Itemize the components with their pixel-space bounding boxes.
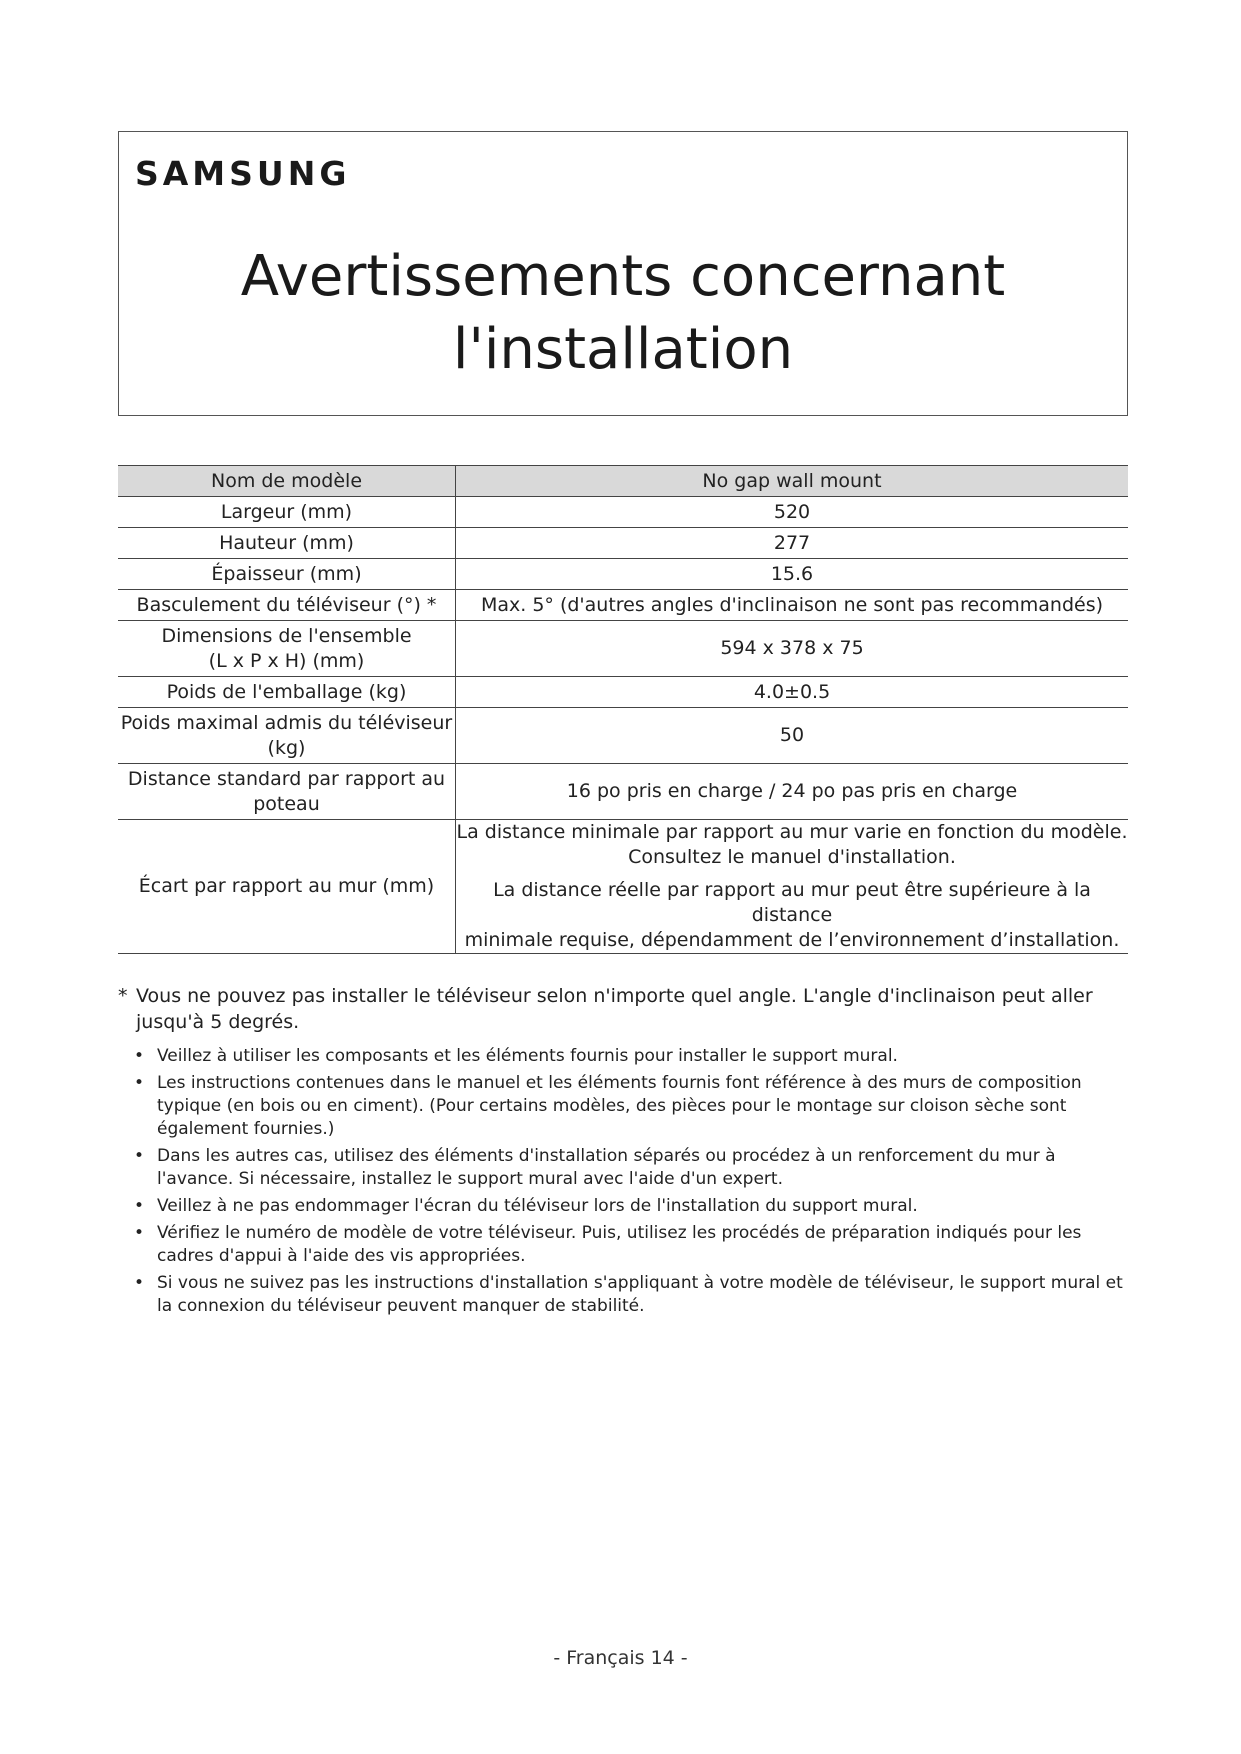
row-label: Largeur (mm) (118, 497, 456, 528)
table-row (118, 764, 1128, 820)
row-value: 520 (456, 497, 1129, 528)
asterisk-note-text: Vous ne pouvez pas installer le téléviseur selon n'importe quel angle. L'angle d'inclinaison peut aller jusqu'à 5 degrés. (136, 985, 1093, 1033)
samsung-logo: SAMSUNG (135, 154, 351, 193)
list-item (118, 1045, 1128, 1068)
row-label (118, 764, 456, 820)
row-value: 594 x 378 x 75 (456, 621, 1129, 677)
page-title (119, 240, 1127, 386)
table-row (118, 820, 1128, 954)
row-label-line: Poids maximal admis du téléviseur (120, 711, 453, 734)
list-item (118, 1195, 1128, 1218)
spec-table (118, 465, 1128, 954)
list-item-text: Les instructions contenues dans le manuel et les éléments fournis font référence à des murs de composition typique (en bois ou en ciment). (Pour certains modèles, des pièces pour le montage sur cloison sèche sont également fournies.) (157, 1073, 1082, 1139)
table-row (118, 708, 1128, 764)
row-label-line: poteau (253, 792, 320, 815)
list-item-text: Si vous ne suivez pas les instructions d'installation s'appliquant à votre modèle de téléviseur, le support mural et la connexion du téléviseur peuvent manquer de stabilité. (157, 1273, 1123, 1316)
row-label (118, 621, 456, 677)
row-value-line: La distance minimale par rapport au mur varie en fonction du modèle. (456, 821, 1128, 843)
table-row (118, 528, 1128, 559)
row-label-line: (L x P x H) (mm) (208, 649, 365, 672)
list-item (118, 1072, 1128, 1141)
row-label: Hauteur (mm) (118, 528, 456, 559)
row-label: Basculement du téléviseur (°) * (118, 590, 456, 621)
title-box (118, 131, 1128, 416)
table-row (118, 677, 1128, 708)
row-value-line: minimale requise, dépendamment de l’environnement d’installation. (464, 929, 1120, 951)
asterisk-note (118, 983, 1128, 1035)
page-footer: - Français 14 - (553, 1647, 688, 1669)
asterisk-mark: * (118, 985, 128, 1007)
table-row (118, 497, 1128, 528)
row-value: No gap wall mount (456, 466, 1129, 497)
bullet-icon: • (134, 1046, 145, 1066)
bullet-icon: • (134, 1223, 145, 1243)
list-item (118, 1145, 1128, 1191)
bullet-icon: • (134, 1196, 145, 1216)
list-item (118, 1272, 1128, 1318)
row-value-line: Consultez le manuel d'installation. (628, 846, 956, 868)
list-item-text: Veillez à utiliser les composants et les éléments fournis pour installer le support mural. (157, 1046, 898, 1066)
table-row (118, 559, 1128, 590)
list-item (118, 1222, 1128, 1268)
notes-section (118, 983, 1128, 1322)
row-value: 16 po pris en charge / 24 po pas pris en charge (456, 764, 1129, 820)
row-value: Max. 5° (d'autres angles d'inclinaison ne sont pas recommandés) (456, 590, 1129, 621)
bullet-list (118, 1045, 1128, 1318)
table-row (118, 590, 1128, 621)
table-row (118, 621, 1128, 677)
bullet-icon: • (134, 1146, 145, 1166)
row-label-line: Distance standard par rapport au (127, 767, 446, 790)
row-value: 277 (456, 528, 1129, 559)
row-label-line: (kg) (267, 736, 306, 759)
row-label: Écart par rapport au mur (mm) (118, 820, 456, 954)
row-label-line: Dimensions de l'ensemble (161, 624, 412, 647)
row-value (456, 820, 1129, 954)
page-title-line-1: Avertissements concernant (240, 244, 1006, 309)
row-label: Épaisseur (mm) (118, 559, 456, 590)
row-label (118, 708, 456, 764)
list-item-text: Veillez à ne pas endommager l'écran du téléviseur lors de l'installation du support mural. (157, 1196, 918, 1216)
row-value: 50 (456, 708, 1129, 764)
row-value: 4.0±0.5 (456, 677, 1129, 708)
table-row (118, 466, 1128, 497)
list-item-text: Vérifiez le numéro de modèle de votre téléviseur. Puis, utilisez les procédés de préparation indiqués pour les cadres d'appui à l'aide des vis appropriées. (157, 1223, 1082, 1266)
row-label: Poids de l'emballage (kg) (118, 677, 456, 708)
bullet-icon: • (134, 1273, 145, 1293)
bullet-icon: • (134, 1073, 145, 1093)
row-value-line: La distance réelle par rapport au mur peut être supérieure à la distance (493, 879, 1091, 926)
row-value: 15.6 (456, 559, 1129, 590)
list-item-text: Dans les autres cas, utilisez des éléments d'installation séparés ou procédez à un renforcement du mur à l'avance. Si nécessaire, installez le support mural avec l'aide d'un expert. (157, 1146, 1056, 1189)
page-title-line-2: l'installation (452, 317, 794, 382)
row-label: Nom de modèle (118, 466, 456, 497)
